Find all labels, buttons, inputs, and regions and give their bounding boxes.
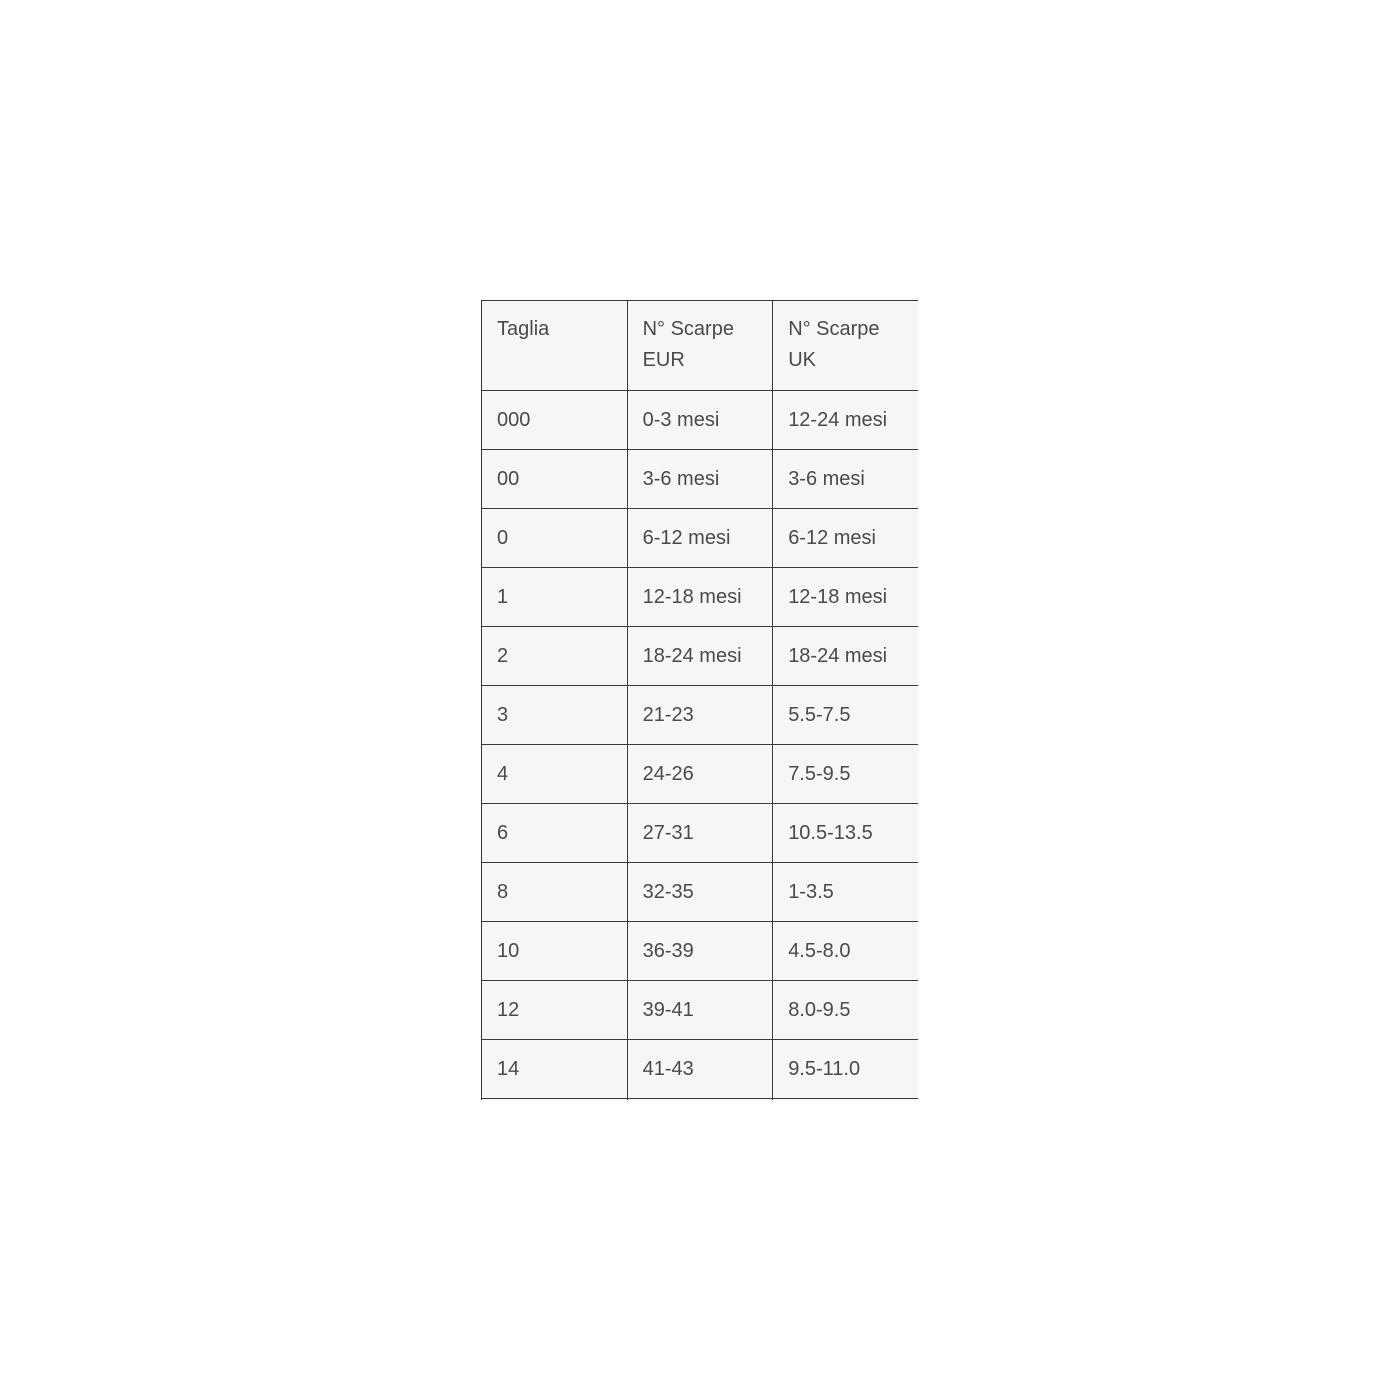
- table-row: [482, 509, 919, 568]
- table-cell: 10.5-13.5: [773, 804, 918, 863]
- table-cell: [627, 1099, 773, 1101]
- table-cell: 4.5-8.0: [773, 922, 918, 981]
- table-cell: 36-39: [627, 922, 773, 981]
- table-cell: 18-24 mesi: [627, 627, 773, 686]
- table-cell: 4: [482, 745, 628, 804]
- table-row: [482, 1040, 919, 1099]
- table-cell: 18-24 mesi: [773, 627, 918, 686]
- column-header: Taglia: [482, 301, 628, 391]
- table-row: [482, 391, 919, 450]
- table-row: [482, 568, 919, 627]
- table-cell: 3-6 mesi: [773, 450, 918, 509]
- table-cell: 12-24 mesi: [773, 391, 918, 450]
- table-cell: 39-41: [627, 981, 773, 1040]
- table-cell: 1: [482, 568, 628, 627]
- table-cell: 8: [482, 863, 628, 922]
- table-row: [482, 981, 919, 1040]
- table-cell: 10: [482, 922, 628, 981]
- table-row: [482, 922, 919, 981]
- table-row-partial: [482, 1099, 919, 1101]
- table-cell: 3: [482, 686, 628, 745]
- table-body: [482, 391, 919, 1101]
- table-cell: 2: [482, 627, 628, 686]
- table-cell: 6-12 mesi: [627, 509, 773, 568]
- table-cell: 0-3 mesi: [627, 391, 773, 450]
- table-cell: 41-43: [627, 1040, 773, 1099]
- table-cell: 3-6 mesi: [627, 450, 773, 509]
- table-cell: 00: [482, 450, 628, 509]
- column-header: N° Scarpe UK: [773, 301, 918, 391]
- table-cell: 32-35: [627, 863, 773, 922]
- table-cell: [482, 1099, 628, 1101]
- table-cell: 8.0-9.5: [773, 981, 918, 1040]
- table-cell: 12: [482, 981, 628, 1040]
- table-row: [482, 863, 919, 922]
- size-chart-wrapper: [481, 300, 918, 1100]
- column-header: N° Scarpe EUR: [627, 301, 773, 391]
- table-row: [482, 804, 919, 863]
- table-cell: 7.5-9.5: [773, 745, 918, 804]
- table-cell: 12-18 mesi: [773, 568, 918, 627]
- table-cell: 6: [482, 804, 628, 863]
- table-cell: 6-12 mesi: [773, 509, 918, 568]
- table-cell: 0: [482, 509, 628, 568]
- table-cell: 5.5-7.5: [773, 686, 918, 745]
- header-row: [482, 301, 919, 391]
- table-header: [482, 301, 919, 391]
- table-row: [482, 745, 919, 804]
- table-row: [482, 686, 919, 745]
- table-cell: 14: [482, 1040, 628, 1099]
- table-cell: 24-26: [627, 745, 773, 804]
- table-cell: 1-3.5: [773, 863, 918, 922]
- table-row: [482, 450, 919, 509]
- size-conversion-table: [481, 300, 918, 1100]
- table-cell: [773, 1099, 918, 1101]
- table-cell: 12-18 mesi: [627, 568, 773, 627]
- table-cell: 9.5-11.0: [773, 1040, 918, 1099]
- table-row: [482, 627, 919, 686]
- table-cell: 000: [482, 391, 628, 450]
- table-cell: 21-23: [627, 686, 773, 745]
- table-cell: 27-31: [627, 804, 773, 863]
